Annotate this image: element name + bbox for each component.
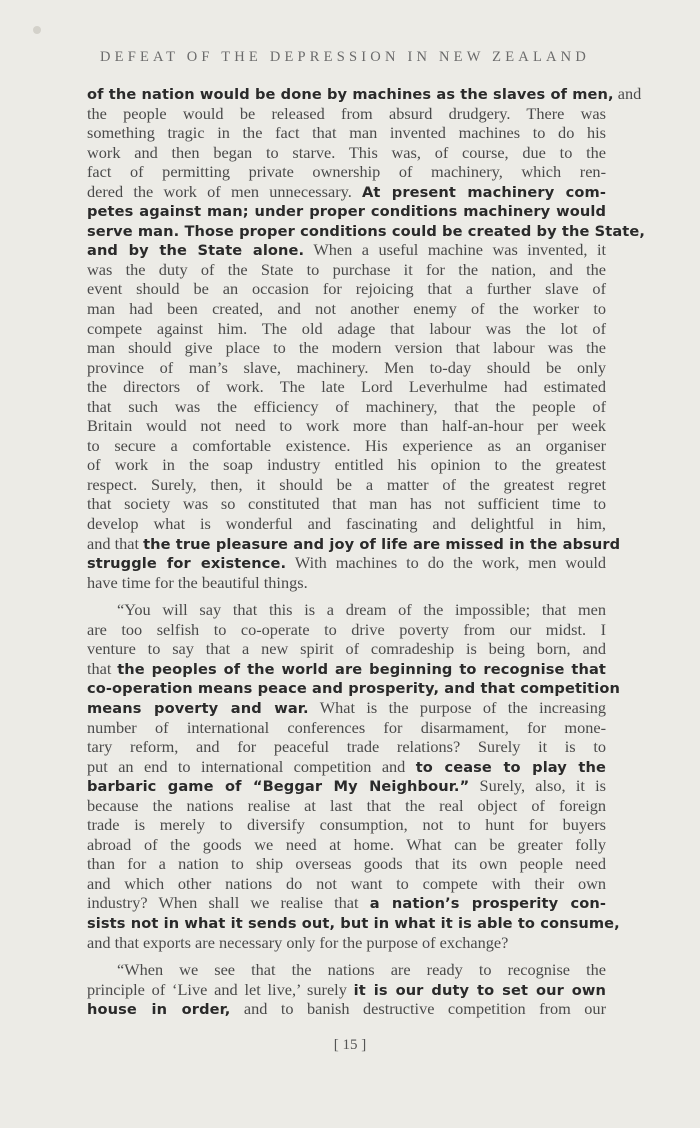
text-line [87,980,606,1000]
text-line [87,475,606,495]
text-run: was the duty of the State to purchase it for the nation, and the [87,259,606,279]
text-line [87,620,606,640]
text-line [87,104,606,124]
text-run: compete against him. The old adage that labour was the lot of [87,318,606,338]
text-line [87,240,606,260]
text-line [87,960,606,980]
emphasized-text: co-operation means peace and prosperity, and that competition [87,680,620,698]
text-line [87,221,645,241]
text-line [87,201,606,221]
text-run: are too selfish to co-operate to drive poverty from our midst. I [87,619,606,639]
text-run: Britain would not need to work more than half-an-hour per week [87,416,606,436]
text-line [87,874,606,894]
emphasized-text: means poverty and war. [87,699,309,717]
text-line [87,416,606,436]
text-run: fact of permitting private ownership of machinery, which ren- [87,162,606,182]
emphasized-text: sists not in what it sends out, but in what it is able to consume, [87,914,620,932]
text-line [87,358,606,378]
text-line [87,678,620,698]
text-run: and that exports are necessary only for the purpose of exchange? [87,932,509,952]
text-run: something tragic in the fact that man invented machines to do his [87,123,606,143]
emphasized-text: the true pleasure and joy of life are missed in the absurd [143,535,621,553]
emphasized-text: barbaric game of “Beggar My Neighbour.” [87,778,470,796]
text-run: and which other nations do not want to compete with their own [87,873,606,893]
text-line [87,600,606,620]
body-text [87,84,645,1019]
text-line [87,573,606,593]
text-run: abroad of the goods we need at home. What can be greater folly [87,834,606,854]
text-line [87,123,606,143]
text-run: and [613,84,642,103]
emphasized-text: a nation’s prosperity con- [369,895,606,913]
emphasized-text: serve man. Those proper conditions could be created by the State, [87,222,645,240]
text-run: man had been created, and not another enemy of the worker to [87,299,606,319]
text-line [87,659,606,679]
text-line [87,319,606,339]
text-run: develop what is wonderful and fascinating and delightful in him, [87,514,606,534]
emphasized-text: of the nation would be done by machines as the slaves of men, [87,86,614,103]
text-run: When a useful machine was invented, it [304,240,606,260]
text-line [87,143,606,163]
text-line [87,737,606,757]
text-run: “When we see that the nations are ready to recognise the [117,960,606,980]
emphasized-text: to cease to play the [415,758,606,776]
text-run: the people would be released from absurd drudgery. There was [87,103,606,123]
text-run: put an end to international competition and [87,756,416,776]
emphasized-text: At present machinery com- [362,183,606,201]
text-line [87,718,606,738]
text-run: trade is merely to diversify consumption, not to hunt for buyers [87,815,606,835]
text-run: Surely, also, it is [469,776,606,796]
text-run: because the nations realise at last that the real object of foreign [87,795,606,815]
text-run: than for a nation to ship overseas goods that its own people need [87,854,606,874]
text-line [87,377,606,397]
text-line [87,776,606,796]
text-run: to secure a comfortable existence. His experience as an organiser [87,435,606,455]
text-run: that society was so constituted that man has not sufficient time to [87,494,606,514]
text-line [87,162,606,182]
text-line [87,999,606,1019]
text-line [87,796,606,816]
text-run: man should give place to the modern version that labour was the [87,338,606,358]
text-line [87,639,606,659]
text-run: With machines to do the work, men would [286,553,606,573]
text-line [87,854,606,874]
text-line [87,494,606,514]
text-line [87,553,606,573]
text-run: of work in the soap industry entitled his opinion to the greatest [87,455,606,475]
text-line [87,84,642,104]
running-title: DEFEAT OF THE DEPRESSION IN NEW ZEALAND [99,49,591,65]
text-run: have time for the beautiful things. [87,572,308,592]
text-line [87,698,606,718]
text-run: that [87,658,118,678]
text-line [87,514,606,534]
text-line [87,279,606,299]
emphasized-text: house in order, [87,1001,231,1019]
text-line [87,533,621,554]
text-run: venture to say that a new spirit of comradeship is being born, and [87,639,606,659]
text-line [87,436,606,456]
text-run: industry? When shall we realise that [87,893,370,913]
paper-speck [33,26,41,34]
text-line [87,397,606,417]
text-run: and to banish destructive competition from our [230,999,606,1019]
emphasized-text: and by the State alone. [87,242,305,260]
emphasized-text: petes against man; under proper conditions machinery would [87,203,606,221]
text-line [87,835,606,855]
text-line [87,338,606,358]
text-run: dered the work of men unnecessary. [87,181,362,201]
text-line [87,299,606,319]
text-run: event should be an occasion for rejoicing that a further slave of [87,279,606,299]
emphasized-text: struggle for existence. [87,555,287,573]
text-run: tary reform, and for peaceful trade relations? Surely it is to [87,737,606,757]
page-number: [ 15 ] [333,1037,367,1053]
text-run: number of international conferences for disarmament, for mone- [87,717,606,737]
text-run: work and then began to starve. This was, of course, due to the [87,142,606,162]
text-run: What is the purpose of the increasing [308,697,606,717]
text-run: the directors of work. The late Lord Leverhulme had estimated [87,377,606,397]
text-line [87,455,606,475]
text-line [87,182,606,202]
text-run: and that [87,533,144,553]
text-run: that such was the efficiency of machinery, that the people of [87,396,606,416]
text-line [87,893,606,913]
text-line [87,260,606,280]
emphasized-text: it is our duty to set our own [353,981,606,999]
emphasized-text: the peoples of the world are beginning to recognise that [117,660,606,678]
text-run: principle of ‘Live and let live,’ surely [87,979,354,999]
text-run: respect. Surely, then, it should be a matter of the greatest regret [87,474,606,494]
text-line [87,913,620,933]
text-line [87,933,606,953]
text-run: “You will say that this is a dream of the impossible; that men [117,600,606,620]
text-run: province of man’s slave, machinery. Men to-day should be only [87,357,606,377]
text-line [87,757,606,777]
text-line [87,815,606,835]
